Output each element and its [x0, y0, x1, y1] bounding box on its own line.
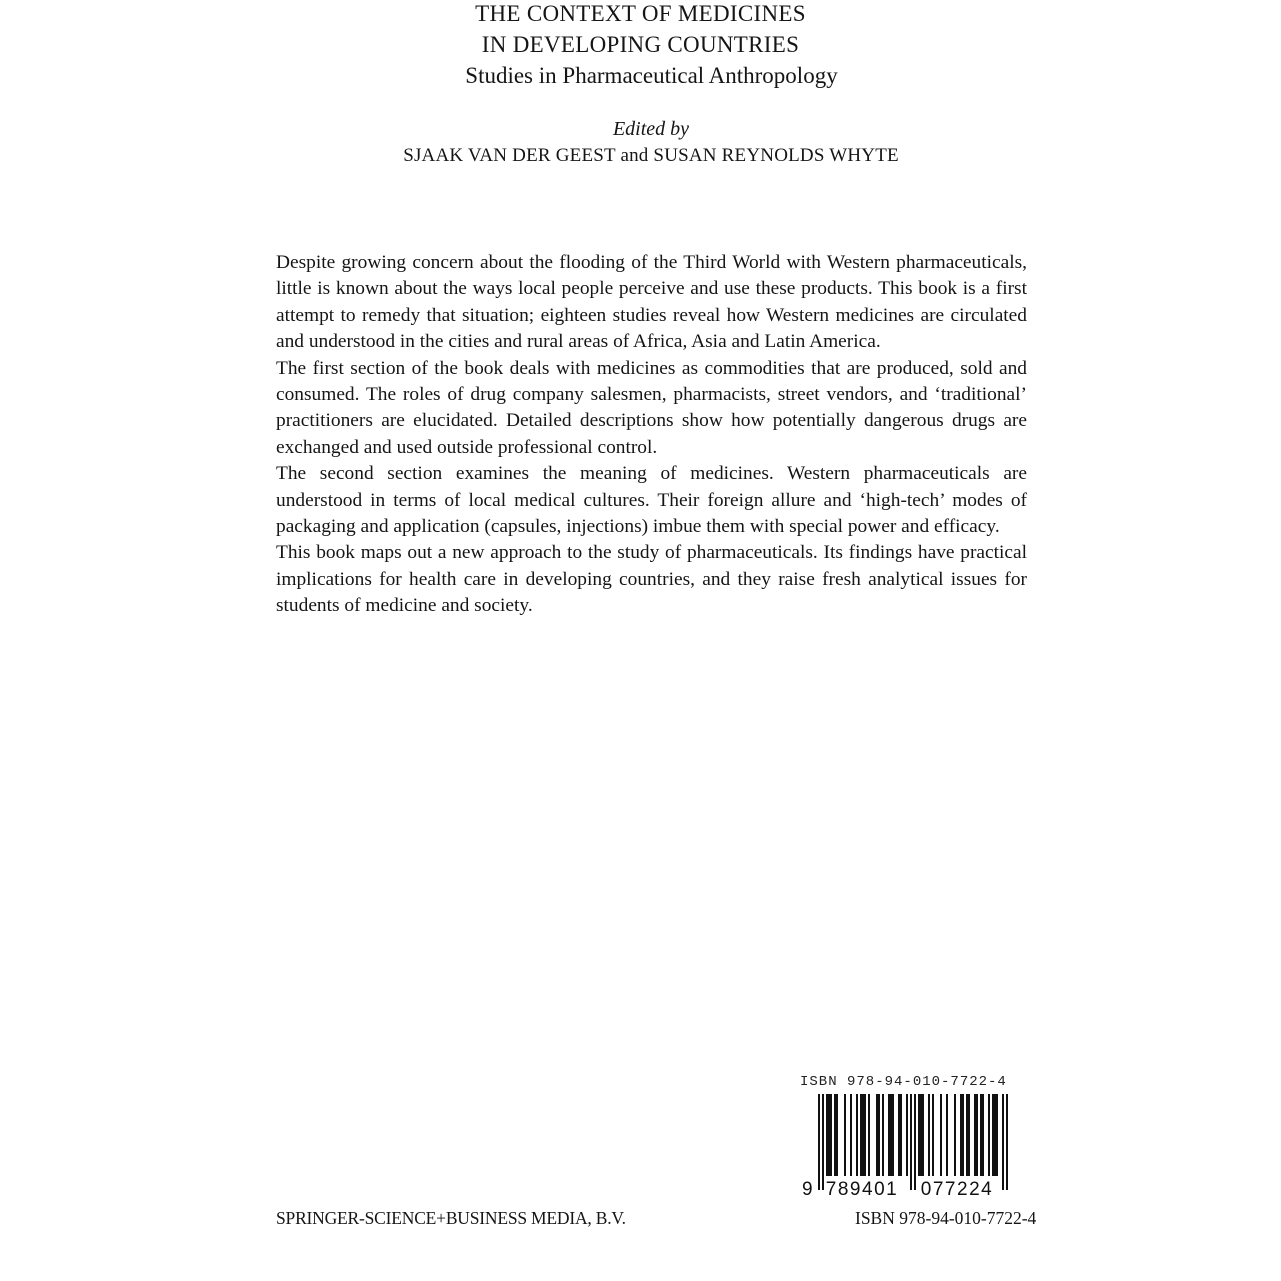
book-subtitle: Studies in Pharmaceutical Anthropology [465, 63, 838, 88]
publisher-name: SPRINGER-SCIENCE+BUSINESS MEDIA, B.V. [276, 1208, 626, 1228]
barcode-bar [882, 1094, 884, 1176]
editors-names: SJAAK VAN DER GEEST and SUSAN REYNOLDS WHYTE [403, 145, 899, 166]
book-title-line-2: IN DEVELOPING COUNTRIES [481, 32, 800, 57]
barcode-bar [962, 1094, 964, 1176]
barcode-bar [850, 1094, 852, 1176]
barcode-bar [822, 1094, 824, 1190]
barcode-bar [954, 1094, 956, 1176]
barcode-bar [826, 1094, 828, 1176]
barcode-bar [994, 1094, 996, 1176]
barcode-bar [940, 1094, 942, 1176]
barcode-bar [1006, 1094, 1008, 1190]
barcode-bar [920, 1094, 922, 1176]
description-paragraph-3: The second section examines the meaning of medicines. Western pharmaceuticals are understood in terms of local medical cultures. Their foreign allure and ‘high-tech’ modes of packaging and application (capsules, injections) imbue them with special power and efficacy. [276, 463, 1027, 538]
barcode-bar [860, 1094, 862, 1176]
barcode-first-digit: 9 [802, 1179, 813, 1198]
barcode-bar [988, 1094, 990, 1176]
barcode-bar [946, 1094, 948, 1176]
barcode-bar [910, 1094, 912, 1190]
barcode-bar [968, 1094, 970, 1176]
isbn-number: ISBN 978-94-010-7722-4 [855, 1208, 1037, 1228]
barcode-isbn-label: ISBN 978-94-010-7722-4 [800, 1074, 1007, 1090]
barcode-bar [966, 1094, 968, 1176]
barcode-bar [844, 1094, 846, 1176]
barcode-bar [918, 1094, 920, 1176]
barcode-bar [980, 1094, 982, 1176]
barcode-bar [892, 1094, 894, 1176]
barcode-bar [976, 1094, 978, 1176]
barcode-bar [982, 1094, 984, 1176]
barcode-bar [906, 1094, 908, 1176]
barcode-bar [888, 1094, 890, 1176]
edited-by-label: Edited by [612, 118, 690, 140]
barcode-bar [818, 1094, 820, 1190]
book-description [276, 250, 1027, 620]
barcode-bar [1002, 1094, 1004, 1190]
barcode-bar [862, 1094, 864, 1176]
barcode-bar [890, 1094, 892, 1176]
book-title-line-1: THE CONTEXT OF MEDICINES [475, 1, 806, 26]
barcode-left-digits: 789401 [825, 1179, 899, 1198]
barcode-bar [992, 1094, 994, 1176]
barcode-bar [928, 1094, 930, 1176]
barcode-bar [996, 1094, 998, 1176]
barcode-bar [876, 1094, 878, 1176]
barcode-bar [830, 1094, 832, 1176]
barcode-bar [900, 1094, 902, 1176]
barcode-bar [974, 1094, 976, 1176]
barcode-right-digits: 077224 [920, 1179, 994, 1198]
barcode-bar [836, 1094, 838, 1176]
isbn-barcode [800, 1074, 1022, 1198]
barcode-bar [898, 1094, 900, 1176]
barcode-bar [914, 1094, 916, 1190]
barcode-bar [932, 1094, 934, 1176]
barcode-bar [878, 1094, 880, 1176]
barcode-bar [834, 1094, 836, 1176]
description-paragraph-2: The first section of the book deals with medicines as commodities that are produced, sold and consumed. The roles of drug company salesmen, pharmacists, street vendors, and ‘traditional’ practitioners are elucidated. Detailed descriptions show how potentially dangerous drugs are exchanged and used outside professional control. [276, 357, 1027, 458]
barcode-graphic [800, 1092, 1022, 1198]
barcode-bar [828, 1094, 830, 1176]
description-paragraph-1: Despite growing concern about the flooding of the Third World with Western pharmaceuticals, little is known about the ways local people perceive and use these products. This book is a first attempt to remedy that situation; eighteen studies reveal how Western medicines are circulated and understood in the cities and rural areas of Africa, Asia and Latin America. [276, 252, 1027, 353]
barcode-bar [856, 1094, 858, 1176]
barcode-bar [868, 1094, 870, 1176]
description-paragraph-4: This book maps out a new approach to the study of pharmaceuticals. Its findings have practical implications for health care in developing countries, and they raise fresh analytical issues for students of medicine and society. [276, 542, 1027, 617]
barcode-bar [922, 1094, 924, 1176]
barcode-bar [960, 1094, 962, 1176]
barcode-bar [864, 1094, 866, 1176]
